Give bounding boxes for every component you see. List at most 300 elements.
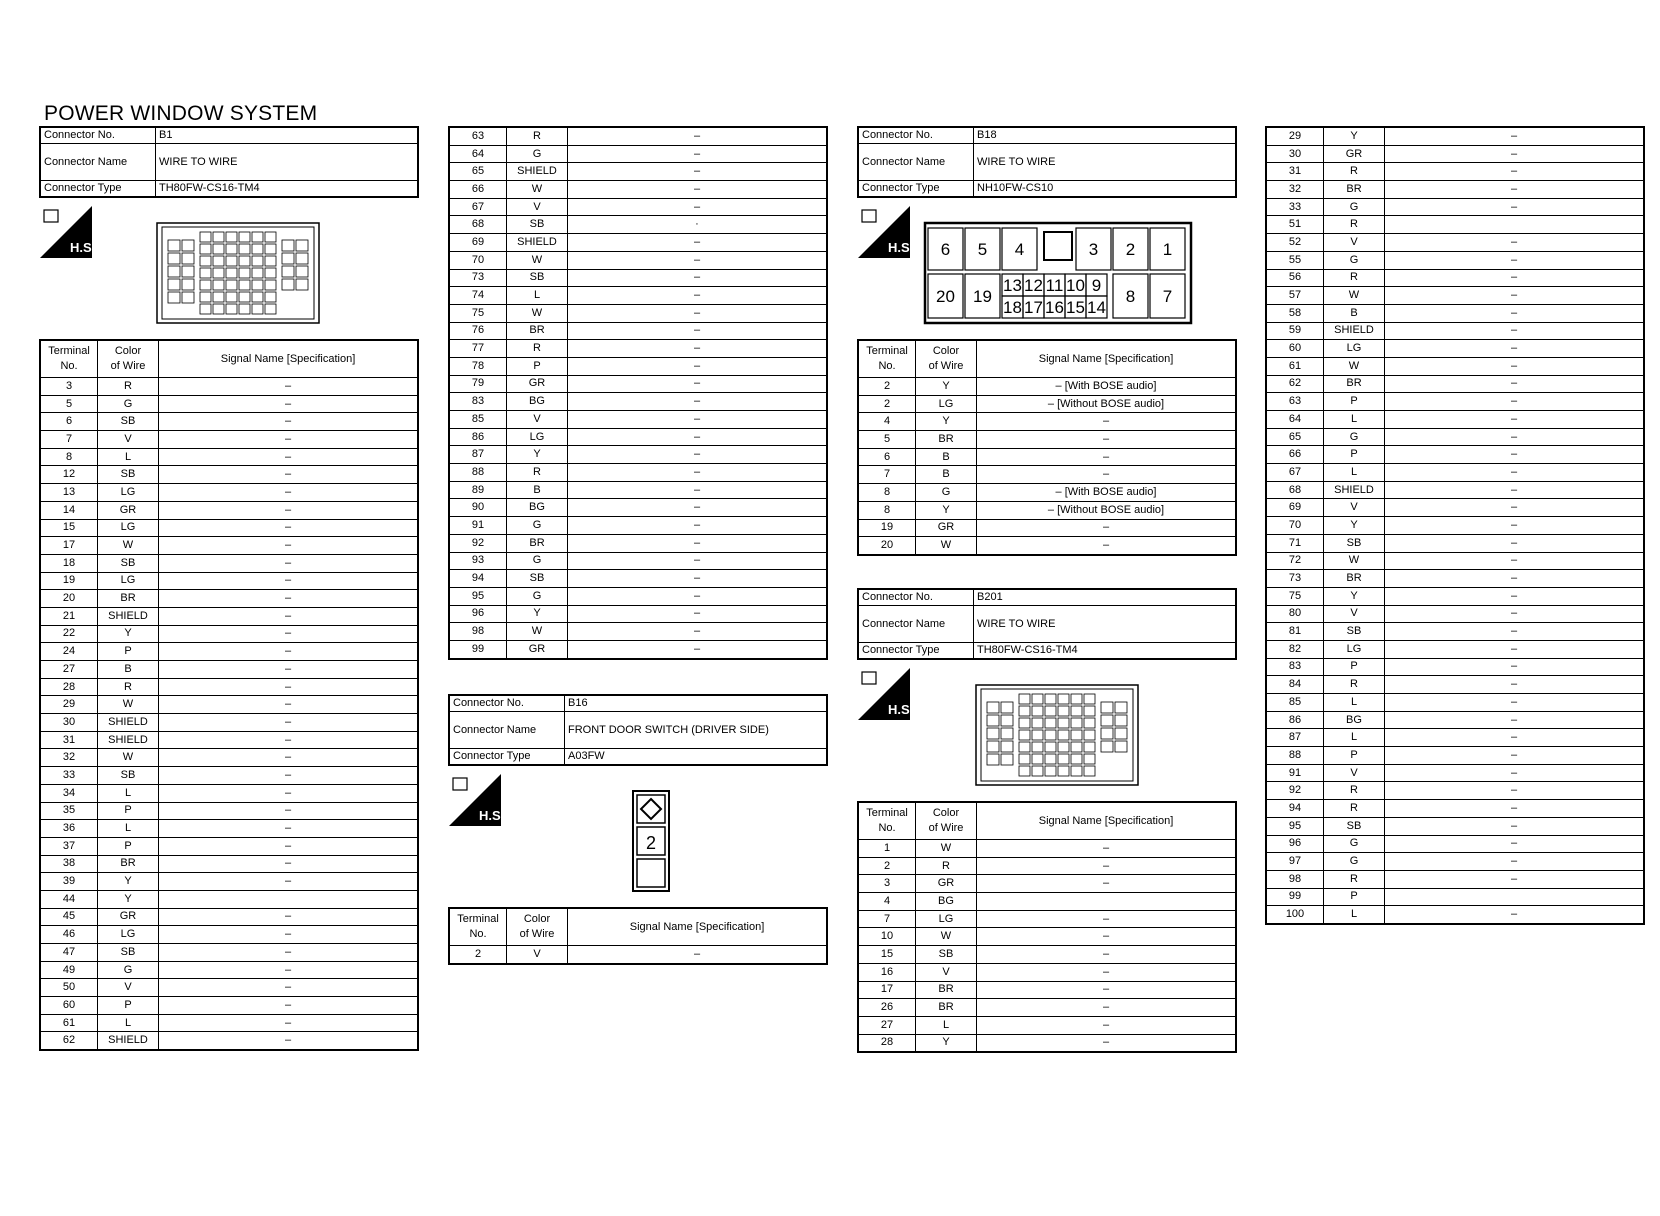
signal-cell: – (568, 128, 827, 146)
connector-type-value: TH80FW-CS16-TM4 (156, 181, 418, 197)
signal-cell: – (977, 946, 1236, 964)
table-row (41, 519, 418, 537)
signal-cell: – (1385, 499, 1644, 517)
table-row (450, 269, 827, 287)
signal-cell: – (159, 731, 418, 749)
terminal-cell: 29 (41, 696, 98, 714)
terminal-cell: 76 (450, 322, 507, 340)
color-cell: BG (507, 499, 568, 517)
signal-cell: – (159, 431, 418, 449)
terminal-cell: 47 (41, 944, 98, 962)
signal-cell: – (159, 448, 418, 466)
table-row (1267, 570, 1644, 588)
terminal-cell: 17 (41, 537, 98, 555)
connector-type-value: NH10FW-CS10 (974, 181, 1236, 197)
signal-cell: – (159, 501, 418, 519)
terminal-cell: 92 (1267, 782, 1324, 800)
terminal-cell: 32 (1267, 181, 1324, 199)
color-cell: LG (916, 395, 977, 413)
table-row (1267, 729, 1644, 747)
color-cell: SB (507, 570, 568, 588)
b16-pin-label: 2 (645, 833, 657, 853)
color-cell: LG (916, 910, 977, 928)
hs-icon (858, 668, 914, 720)
terminal-cell: 97 (1267, 853, 1324, 871)
signal-cell: – (1385, 729, 1644, 747)
color-cell: G (98, 395, 159, 413)
connector-no-label: Connector No. (41, 128, 156, 144)
signal-cell: – [Without BOSE audio] (977, 395, 1236, 413)
terminal-cell: 60 (41, 997, 98, 1015)
signal-cell: – (568, 393, 827, 411)
table-row (1267, 623, 1644, 641)
terminal-cell: 35 (41, 802, 98, 820)
table-row (41, 820, 418, 838)
connector-type-label: Connector Type (859, 181, 974, 197)
color-cell: Y (916, 501, 977, 519)
terminal-cell: 71 (1267, 534, 1324, 552)
svg-text:H.S.: H.S. (70, 240, 96, 255)
signal-cell (977, 893, 1236, 911)
signal-cell: – [Without BOSE audio] (977, 501, 1236, 519)
terminal-cell: 45 (41, 908, 98, 926)
signal-cell: – (159, 466, 418, 484)
terminal-cell: 94 (1267, 800, 1324, 818)
color-cell: R (1324, 216, 1385, 234)
signal-cell: – (568, 234, 827, 252)
table-row (450, 640, 827, 658)
terminal-cell: 8 (41, 448, 98, 466)
table-row (1267, 304, 1644, 322)
terminal-header: Terminal No. (41, 341, 98, 378)
terminal-cell: 64 (450, 145, 507, 163)
table-row (859, 466, 1236, 484)
signal-cell: – (1385, 322, 1644, 340)
table-row (450, 304, 827, 322)
table-row (1267, 605, 1644, 623)
color-cell: V (507, 946, 568, 964)
table-row (41, 714, 418, 732)
table-row (41, 484, 418, 502)
table-row (450, 464, 827, 482)
terminal-cell: 90 (450, 499, 507, 517)
terminal-cell: 63 (450, 128, 507, 146)
color-cell: SHIELD (1324, 481, 1385, 499)
signal-cell: – (159, 997, 418, 1015)
color-cell: L (1324, 464, 1385, 482)
terminal-cell: 95 (450, 587, 507, 605)
signal-cell: – (568, 269, 827, 287)
signal-cell: – (1385, 552, 1644, 570)
terminal-cell: 67 (450, 198, 507, 216)
table-row (41, 908, 418, 926)
table-row (41, 784, 418, 802)
connector-pin-label: 18 (1003, 298, 1022, 317)
table-row (41, 749, 418, 767)
connector-pin-label: 1 (1162, 240, 1173, 259)
terminal-cell: 4 (859, 413, 916, 431)
signal-cell: – (159, 661, 418, 679)
color-cell: W (1324, 552, 1385, 570)
table-row (859, 1016, 1236, 1034)
color-cell: W (507, 304, 568, 322)
signal-cell: – (977, 928, 1236, 946)
terminal-cell: 98 (450, 623, 507, 641)
terminal-cell: 96 (450, 605, 507, 623)
terminal-cell: 60 (1267, 340, 1324, 358)
table-row (1267, 287, 1644, 305)
color-cell: V (98, 979, 159, 997)
color-cell: G (1324, 853, 1385, 871)
signal-cell: – (159, 537, 418, 555)
terminal-cell: 88 (1267, 747, 1324, 765)
color-cell: R (1324, 163, 1385, 181)
connector-pin-label: 5 (977, 240, 988, 259)
signal-cell: – (568, 481, 827, 499)
terminal-header: Terminal No. (450, 909, 507, 946)
table-row (1267, 393, 1644, 411)
signal-cell: – (568, 251, 827, 269)
signal-cell: – (1385, 446, 1644, 464)
terminal-cell: 24 (41, 643, 98, 661)
table-row (859, 963, 1236, 981)
terminal-cell: 78 (450, 357, 507, 375)
color-cell: BG (507, 393, 568, 411)
table-row (859, 431, 1236, 449)
terminal-cell: 22 (41, 625, 98, 643)
signal-cell: – (568, 181, 827, 199)
color-header: Color of Wire (98, 341, 159, 378)
color-cell: BR (507, 322, 568, 340)
terminal-cell: 18 (41, 554, 98, 572)
table-row (41, 767, 418, 785)
signal-cell: – (1385, 640, 1644, 658)
table-row (1267, 694, 1644, 712)
table-row (450, 198, 827, 216)
page-title: POWER WINDOW SYSTEM (44, 102, 318, 125)
color-cell: SB (98, 554, 159, 572)
signal-cell: – (1385, 658, 1644, 676)
table-row (859, 999, 1236, 1017)
signal-cell: – (977, 431, 1236, 449)
terminal-cell: 7 (859, 466, 916, 484)
terminal-cell: 91 (1267, 764, 1324, 782)
color-cell: W (507, 623, 568, 641)
terminal-cell: 52 (1267, 234, 1324, 252)
signal-cell: – (159, 855, 418, 873)
table-row (1267, 870, 1644, 888)
connector-pin-label: 15 (1066, 298, 1085, 317)
signal-cell: – (159, 413, 418, 431)
terminal-cell: 13 (41, 484, 98, 502)
terminal-cell: 84 (1267, 676, 1324, 694)
color-cell: G (1324, 251, 1385, 269)
terminal-cell: 81 (1267, 623, 1324, 641)
signal-cell: – (159, 926, 418, 944)
table-row (41, 890, 418, 908)
terminal-cell: 70 (450, 251, 507, 269)
signal-cell: – (159, 714, 418, 732)
table-row (450, 128, 827, 146)
signal-cell: – (159, 944, 418, 962)
color-cell: R (507, 128, 568, 146)
connector-pin-label: 11 (1045, 276, 1064, 295)
color-cell: SB (507, 269, 568, 287)
table-row (1267, 357, 1644, 375)
color-cell: R (98, 378, 159, 396)
signal-cell: – (568, 198, 827, 216)
table-row (1267, 198, 1644, 216)
signal-cell: – (568, 322, 827, 340)
terminal-cell: 31 (1267, 163, 1324, 181)
signal-cell: – (1385, 163, 1644, 181)
connector-name-value: WIRE TO WIRE (974, 144, 1236, 181)
signal-cell: – (1385, 694, 1644, 712)
terminal-cell: 5 (41, 395, 98, 413)
terminal-cell: 6 (859, 448, 916, 466)
connector-pin-label: 16 (1045, 298, 1064, 317)
signal-cell: – [With BOSE audio] (977, 484, 1236, 502)
table-row (41, 378, 418, 396)
color-cell: W (1324, 357, 1385, 375)
color-cell: L (1324, 906, 1385, 924)
color-cell: LG (1324, 640, 1385, 658)
signal-cell: – (159, 908, 418, 926)
connector-pin-label: 9 (1091, 276, 1102, 295)
b16-connector-face-diagram (632, 790, 670, 892)
color-cell: GR (916, 875, 977, 893)
signal-cell: – (159, 837, 418, 855)
terminal-cell: 46 (41, 926, 98, 944)
table-row (41, 979, 418, 997)
color-cell: B (507, 481, 568, 499)
signal-cell: – (159, 767, 418, 785)
color-cell: GR (507, 640, 568, 658)
table-row (41, 997, 418, 1015)
terminal-cell: 61 (1267, 357, 1324, 375)
color-cell: LG (98, 484, 159, 502)
color-cell: L (98, 448, 159, 466)
terminal-cell: 2 (859, 857, 916, 875)
color-cell: R (507, 340, 568, 358)
table-row (859, 378, 1236, 396)
color-cell: BR (98, 855, 159, 873)
terminal-cell: 85 (1267, 694, 1324, 712)
signal-cell: – (1385, 676, 1644, 694)
color-cell: R (507, 464, 568, 482)
color-cell: SB (1324, 623, 1385, 641)
table-row (1267, 322, 1644, 340)
color-cell: SHIELD (98, 731, 159, 749)
signal-cell: – (568, 145, 827, 163)
terminal-cell: 79 (450, 375, 507, 393)
terminal-cell: 4 (859, 893, 916, 911)
signal-cell: – (1385, 623, 1644, 641)
signal-cell: – (159, 784, 418, 802)
signal-cell: – (568, 464, 827, 482)
signal-cell: – (1385, 711, 1644, 729)
color-cell: L (98, 820, 159, 838)
color-cell: BG (916, 893, 977, 911)
signal-cell: – (1385, 517, 1644, 535)
terminal-cell: 33 (41, 767, 98, 785)
color-cell: LG (98, 519, 159, 537)
color-cell: R (1324, 269, 1385, 287)
table-row (41, 731, 418, 749)
terminal-cell: 12 (41, 466, 98, 484)
terminal-cell: 8 (859, 484, 916, 502)
signal-cell: – (568, 623, 827, 641)
signal-cell: – (568, 375, 827, 393)
terminal-cell: 68 (450, 216, 507, 234)
signal-cell: – (159, 802, 418, 820)
b18-header-table (858, 127, 1236, 197)
signal-cell: – (1385, 870, 1644, 888)
b201-connector-face-diagram (975, 684, 1139, 786)
color-cell: GR (916, 519, 977, 537)
table-row (41, 926, 418, 944)
color-cell: Y (916, 378, 977, 396)
signal-cell: – (1385, 605, 1644, 623)
signal-cell: – (568, 552, 827, 570)
color-cell: GR (98, 501, 159, 519)
color-cell: SHIELD (98, 607, 159, 625)
signal-cell: – (1385, 287, 1644, 305)
terminal-cell: 8 (859, 501, 916, 519)
signal-cell: – (1385, 570, 1644, 588)
terminal-cell: 27 (41, 661, 98, 679)
signal-cell: – (1385, 428, 1644, 446)
color-cell: R (1324, 870, 1385, 888)
b1-header-table (40, 127, 418, 197)
table-row (859, 501, 1236, 519)
b201-terminal-rows (859, 803, 1236, 1052)
signal-cell: – (1385, 128, 1644, 146)
color-cell: W (98, 749, 159, 767)
table-row (1267, 481, 1644, 499)
b16-terminal-table (449, 908, 827, 964)
table-row (450, 428, 827, 446)
color-cell: G (98, 961, 159, 979)
color-cell: Y (1324, 128, 1385, 146)
table-row (450, 411, 827, 429)
color-cell: SHIELD (98, 714, 159, 732)
signal-cell: – (977, 857, 1236, 875)
terminal-cell: 34 (41, 784, 98, 802)
b1-connector-face-diagram (156, 222, 320, 324)
terminal-cell: 82 (1267, 640, 1324, 658)
signal-cell: – (1385, 269, 1644, 287)
color-header: Color of Wire (507, 909, 568, 946)
terminal-cell: 32 (41, 749, 98, 767)
color-cell: R (1324, 676, 1385, 694)
table-row (859, 875, 1236, 893)
color-cell: G (507, 145, 568, 163)
signal-cell: – (1385, 357, 1644, 375)
color-cell: G (916, 484, 977, 502)
table-row (1267, 552, 1644, 570)
color-cell: SB (98, 944, 159, 962)
color-cell: BR (916, 999, 977, 1017)
signal-cell: – (977, 537, 1236, 555)
color-cell: Y (98, 873, 159, 891)
signal-cell: – (977, 1034, 1236, 1052)
terminal-cell: 14 (41, 501, 98, 519)
table-row (1267, 853, 1644, 871)
signal-cell: – (1385, 181, 1644, 199)
color-cell: V (507, 411, 568, 429)
table-row (1267, 817, 1644, 835)
table-row (1267, 782, 1644, 800)
color-cell: BR (1324, 570, 1385, 588)
terminal-cell: 56 (1267, 269, 1324, 287)
hs-icon (858, 206, 914, 258)
color-cell: SB (98, 466, 159, 484)
connector-no-value: B1 (156, 128, 418, 144)
color-cell: W (98, 537, 159, 555)
terminal-cell: 33 (1267, 198, 1324, 216)
terminal-cell: 58 (1267, 304, 1324, 322)
terminal-cell: 94 (450, 570, 507, 588)
color-cell: LG (1324, 340, 1385, 358)
terminal-cell: 83 (450, 393, 507, 411)
terminal-cell: 86 (1267, 711, 1324, 729)
color-cell: P (1324, 888, 1385, 906)
table-row (41, 661, 418, 679)
color-cell: SHIELD (507, 234, 568, 252)
connector-pin-label: 19 (973, 287, 992, 306)
table-row (1267, 251, 1644, 269)
connector-no-value: B18 (974, 128, 1236, 144)
table-row (450, 623, 827, 641)
signal-cell: – (977, 999, 1236, 1017)
terminal-cell: 89 (450, 481, 507, 499)
terminal-cell: 2 (450, 946, 507, 964)
color-cell: W (507, 251, 568, 269)
terminal-cell: 75 (1267, 587, 1324, 605)
signal-cell: – (159, 607, 418, 625)
b1-terminal-table-continued (449, 127, 827, 659)
connector-pin-label: 6 (940, 240, 951, 259)
color-cell: G (507, 587, 568, 605)
table-row (1267, 128, 1644, 146)
terminal-cell: 63 (1267, 393, 1324, 411)
terminal-cell: 20 (859, 537, 916, 555)
color-cell: W (916, 840, 977, 858)
color-cell: R (1324, 800, 1385, 818)
table-row (450, 552, 827, 570)
color-cell: V (1324, 605, 1385, 623)
terminal-cell: 30 (1267, 145, 1324, 163)
hs-icon (449, 774, 505, 826)
connector-type-label: Connector Type (41, 181, 156, 197)
color-cell: G (507, 517, 568, 535)
hs-icon (40, 206, 96, 258)
terminal-cell: 27 (859, 1016, 916, 1034)
terminal-cell: 37 (41, 837, 98, 855)
signal-cell: – (159, 643, 418, 661)
color-cell: B (916, 448, 977, 466)
terminal-cell: 30 (41, 714, 98, 732)
color-cell: R (1324, 782, 1385, 800)
terminal-cell: 7 (859, 910, 916, 928)
table-row (1267, 340, 1644, 358)
terminal-cell: 85 (450, 411, 507, 429)
signal-cell: – (568, 340, 827, 358)
terminal-cell: 17 (859, 981, 916, 999)
terminal-cell: 69 (450, 234, 507, 252)
color-cell: V (507, 198, 568, 216)
